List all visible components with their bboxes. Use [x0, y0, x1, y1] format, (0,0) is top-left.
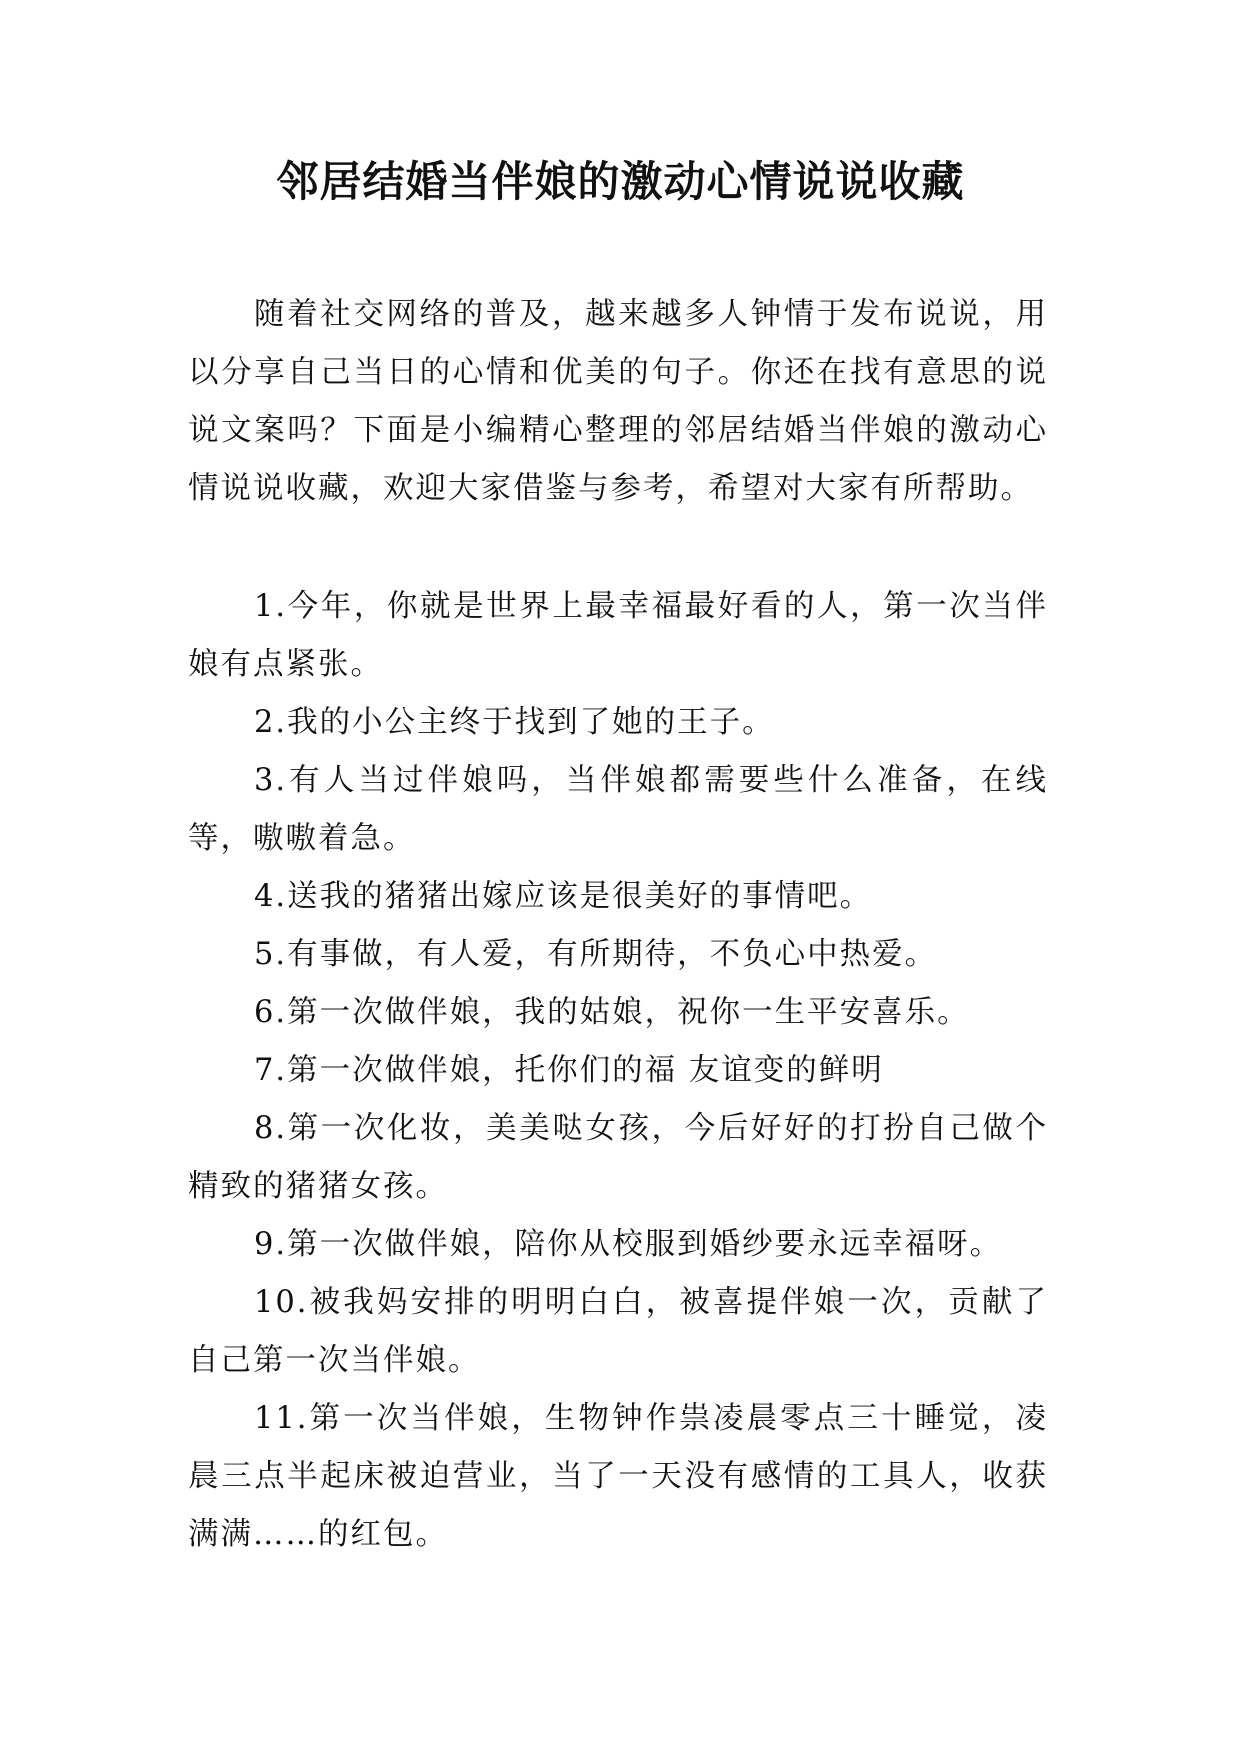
list-item: 10.被我妈安排的明明白白，被喜提伴娘一次，贡献了自己第一次当伴娘。 — [188, 1285, 1048, 1378]
quote-list — [188, 578, 1048, 1564]
list-item: 8.第一次化妆，美美哒女孩，今后好好的打扮自己做个精致的猪猪女孩。 — [188, 1111, 1048, 1204]
list-item: 1.今年，你就是世界上最幸福最好看的人，第一次当伴娘有点紧张。 — [188, 589, 1048, 682]
list-item: 2.我的小公主终于找到了她的王子。 — [254, 705, 775, 740]
list-item: 5.有事做，有人爱，有所期待，不负心中热爱。 — [254, 937, 938, 972]
intro-paragraph: 随着社交网络的普及，越来越多人钟情于发布说说，用以分享自己当日的心情和优美的句子。你还在找有意思的说说文案吗？下面是小编精心整理的邻居结婚当伴娘的激动心情说说收藏，欢迎大家借鉴与参考，希望对大家有所帮助。 — [188, 297, 1048, 506]
list-item: 3.有人当过伴娘吗，当伴娘都需要些什么准备，在线等，嗷嗷着急。 — [188, 763, 1048, 856]
list-item: 7.第一次做伴娘，托你们的福 友谊变的鲜明 — [254, 1053, 884, 1088]
list-item: 4.送我的猪猪出嫁应该是很美好的事情吧。 — [254, 879, 873, 914]
list-item: 9.第一次做伴娘，陪你从校服到婚纱要永远幸福呀。 — [254, 1227, 1003, 1262]
document-title: 邻居结婚当伴娘的激动心情说说收藏 — [276, 157, 965, 206]
list-item: 11.第一次当伴娘，生物钟作祟凌晨零点三十睡觉，凌晨三点半起床被迫营业，当了一天没有感情的工具人，收获满满……的红包。 — [188, 1401, 1048, 1552]
list-item: 6.第一次做伴娘，我的姑娘，祝你一生平安喜乐。 — [254, 995, 970, 1030]
